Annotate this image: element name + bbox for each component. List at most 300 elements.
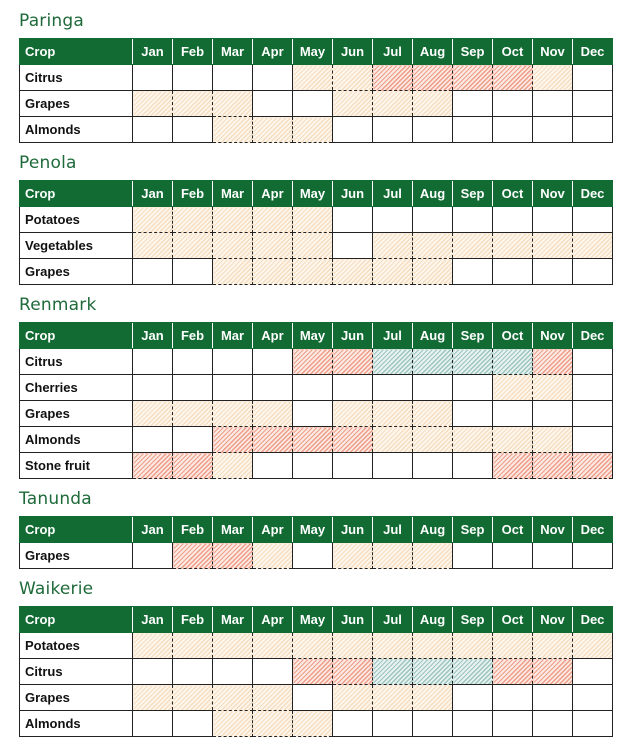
- month-cell-jun: [333, 685, 373, 711]
- crop-name: Grapes: [20, 91, 133, 117]
- month-cell-jul: [373, 453, 413, 479]
- month-cell-mar: [213, 685, 253, 711]
- month-cell-nov: [533, 427, 573, 453]
- month-cell-jan: [133, 91, 173, 117]
- month-header-feb: Feb: [173, 39, 213, 65]
- calendar-table-paringa: [19, 38, 613, 143]
- month-cell-sep: [453, 427, 493, 453]
- month-cell-mar: [213, 233, 253, 259]
- month-header-jun: Jun: [333, 607, 373, 633]
- month-cell-jan: [133, 633, 173, 659]
- month-cell-apr: [253, 453, 293, 479]
- month-header-mar: Mar: [213, 39, 253, 65]
- crop-name: Grapes: [20, 685, 133, 711]
- month-cell-dec: [573, 427, 613, 453]
- month-cell-feb: [173, 117, 213, 143]
- month-cell-aug: [413, 117, 453, 143]
- month-header-oct: Oct: [493, 39, 533, 65]
- month-header-apr: Apr: [253, 181, 293, 207]
- month-cell-oct: [493, 91, 533, 117]
- crop-name: Grapes: [20, 401, 133, 427]
- month-cell-nov: [533, 375, 573, 401]
- month-cell-sep: [453, 711, 493, 737]
- month-header-aug: Aug: [413, 39, 453, 65]
- month-header-nov: Nov: [533, 517, 573, 543]
- table-row: [20, 711, 613, 737]
- month-cell-jul: [373, 633, 413, 659]
- table-row: [20, 659, 613, 685]
- month-cell-jun: [333, 91, 373, 117]
- crop-column-header: Crop: [20, 39, 133, 65]
- month-header-aug: Aug: [413, 517, 453, 543]
- month-cell-may: [293, 349, 333, 375]
- month-cell-jul: [373, 65, 413, 91]
- month-cell-oct: [493, 207, 533, 233]
- month-cell-may: [293, 711, 333, 737]
- month-cell-apr: [253, 65, 293, 91]
- month-cell-jun: [333, 349, 373, 375]
- month-header-jul: Jul: [373, 39, 413, 65]
- month-header-dec: Dec: [573, 323, 613, 349]
- month-cell-aug: [413, 259, 453, 285]
- month-header-oct: Oct: [493, 517, 533, 543]
- calendar-table-penola: [19, 180, 613, 285]
- month-cell-oct: [493, 711, 533, 737]
- month-cell-dec: [573, 349, 613, 375]
- month-cell-jun: [333, 207, 373, 233]
- month-cell-feb: [173, 375, 213, 401]
- month-cell-mar: [213, 711, 253, 737]
- month-cell-aug: [413, 685, 453, 711]
- month-cell-feb: [173, 65, 213, 91]
- crop-name: Potatoes: [20, 207, 133, 233]
- month-cell-mar: [213, 117, 253, 143]
- month-cell-may: [293, 685, 333, 711]
- month-cell-sep: [453, 207, 493, 233]
- table-row: [20, 427, 613, 453]
- month-header-jun: Jun: [333, 39, 373, 65]
- crop-name: Almonds: [20, 117, 133, 143]
- month-header-nov: Nov: [533, 39, 573, 65]
- month-header-mar: Mar: [213, 607, 253, 633]
- month-cell-feb: [173, 453, 213, 479]
- month-header-jun: Jun: [333, 181, 373, 207]
- month-cell-may: [293, 117, 333, 143]
- month-header-jan: Jan: [133, 39, 173, 65]
- month-cell-jan: [133, 375, 173, 401]
- month-cell-oct: [493, 375, 533, 401]
- month-cell-sep: [453, 659, 493, 685]
- month-cell-jul: [373, 543, 413, 569]
- month-header-oct: Oct: [493, 181, 533, 207]
- month-cell-dec: [573, 659, 613, 685]
- header-row: [20, 517, 613, 543]
- month-cell-jun: [333, 65, 373, 91]
- month-cell-jul: [373, 91, 413, 117]
- month-header-jul: Jul: [373, 517, 413, 543]
- table-row: [20, 453, 613, 479]
- month-cell-sep: [453, 349, 493, 375]
- table-row: [20, 685, 613, 711]
- month-header-feb: Feb: [173, 517, 213, 543]
- month-cell-apr: [253, 207, 293, 233]
- month-cell-jun: [333, 453, 373, 479]
- region-title-paringa: Paringa: [19, 11, 85, 31]
- month-cell-jul: [373, 233, 413, 259]
- crop-column-header: Crop: [20, 517, 133, 543]
- month-header-sep: Sep: [453, 181, 493, 207]
- month-cell-mar: [213, 259, 253, 285]
- month-cell-oct: [493, 659, 533, 685]
- month-header-jan: Jan: [133, 181, 173, 207]
- month-header-dec: Dec: [573, 517, 613, 543]
- month-header-mar: Mar: [213, 323, 253, 349]
- month-cell-feb: [173, 91, 213, 117]
- month-cell-mar: [213, 65, 253, 91]
- month-cell-may: [293, 659, 333, 685]
- month-cell-may: [293, 427, 333, 453]
- month-header-feb: Feb: [173, 323, 213, 349]
- month-cell-dec: [573, 711, 613, 737]
- month-cell-oct: [493, 685, 533, 711]
- month-header-may: May: [293, 323, 333, 349]
- month-cell-jan: [133, 711, 173, 737]
- month-cell-jan: [133, 259, 173, 285]
- month-header-apr: Apr: [253, 323, 293, 349]
- month-cell-dec: [573, 685, 613, 711]
- header-row: [20, 323, 613, 349]
- month-cell-jun: [333, 375, 373, 401]
- month-cell-sep: [453, 259, 493, 285]
- month-cell-dec: [573, 91, 613, 117]
- month-cell-jul: [373, 259, 413, 285]
- month-cell-aug: [413, 543, 453, 569]
- table-row: [20, 117, 613, 143]
- month-header-sep: Sep: [453, 607, 493, 633]
- month-header-jan: Jan: [133, 517, 173, 543]
- month-cell-jun: [333, 543, 373, 569]
- month-cell-nov: [533, 685, 573, 711]
- month-header-jan: Jan: [133, 323, 173, 349]
- crop-name: Stone fruit: [20, 453, 133, 479]
- month-cell-oct: [493, 349, 533, 375]
- month-cell-jan: [133, 453, 173, 479]
- month-header-dec: Dec: [573, 607, 613, 633]
- calendar-table-tanunda: [19, 516, 613, 569]
- month-cell-nov: [533, 91, 573, 117]
- month-cell-apr: [253, 543, 293, 569]
- table-row: [20, 65, 613, 91]
- month-cell-nov: [533, 711, 573, 737]
- month-cell-sep: [453, 401, 493, 427]
- month-cell-nov: [533, 117, 573, 143]
- month-cell-sep: [453, 633, 493, 659]
- month-cell-aug: [413, 375, 453, 401]
- month-cell-jun: [333, 711, 373, 737]
- region-title-tanunda: Tanunda: [19, 489, 92, 509]
- month-cell-feb: [173, 259, 213, 285]
- month-cell-may: [293, 207, 333, 233]
- table-row: [20, 233, 613, 259]
- month-cell-apr: [253, 91, 293, 117]
- crop-name: Citrus: [20, 349, 133, 375]
- month-header-may: May: [293, 39, 333, 65]
- month-header-jul: Jul: [373, 181, 413, 207]
- month-cell-sep: [453, 117, 493, 143]
- month-cell-feb: [173, 685, 213, 711]
- month-header-apr: Apr: [253, 607, 293, 633]
- month-cell-jun: [333, 659, 373, 685]
- month-cell-sep: [453, 453, 493, 479]
- month-header-sep: Sep: [453, 517, 493, 543]
- month-cell-sep: [453, 91, 493, 117]
- month-cell-jul: [373, 117, 413, 143]
- crop-name: Vegetables: [20, 233, 133, 259]
- month-cell-may: [293, 259, 333, 285]
- month-cell-jan: [133, 543, 173, 569]
- month-cell-jul: [373, 401, 413, 427]
- month-cell-jul: [373, 349, 413, 375]
- month-cell-aug: [413, 711, 453, 737]
- month-cell-nov: [533, 349, 573, 375]
- month-cell-feb: [173, 349, 213, 375]
- month-cell-dec: [573, 233, 613, 259]
- month-cell-oct: [493, 65, 533, 91]
- month-cell-jun: [333, 259, 373, 285]
- month-cell-nov: [533, 259, 573, 285]
- month-cell-jul: [373, 711, 413, 737]
- month-header-oct: Oct: [493, 607, 533, 633]
- month-header-jul: Jul: [373, 607, 413, 633]
- month-header-feb: Feb: [173, 181, 213, 207]
- month-cell-apr: [253, 375, 293, 401]
- header-row: [20, 607, 613, 633]
- month-cell-may: [293, 65, 333, 91]
- month-header-may: May: [293, 181, 333, 207]
- region-title-penola: Penola: [19, 153, 77, 173]
- month-cell-apr: [253, 685, 293, 711]
- month-header-oct: Oct: [493, 323, 533, 349]
- month-cell-nov: [533, 233, 573, 259]
- month-cell-feb: [173, 711, 213, 737]
- table-row: [20, 259, 613, 285]
- month-cell-sep: [453, 65, 493, 91]
- crop-name: Grapes: [20, 543, 133, 569]
- month-cell-mar: [213, 633, 253, 659]
- month-cell-jan: [133, 401, 173, 427]
- month-header-mar: Mar: [213, 181, 253, 207]
- month-cell-jan: [133, 65, 173, 91]
- month-header-apr: Apr: [253, 517, 293, 543]
- month-cell-oct: [493, 233, 533, 259]
- month-cell-may: [293, 543, 333, 569]
- month-cell-aug: [413, 427, 453, 453]
- month-cell-oct: [493, 633, 533, 659]
- month-cell-jan: [133, 659, 173, 685]
- region-title-waikerie: Waikerie: [19, 579, 94, 599]
- month-cell-mar: [213, 349, 253, 375]
- month-cell-oct: [493, 427, 533, 453]
- month-cell-oct: [493, 543, 533, 569]
- month-header-jun: Jun: [333, 517, 373, 543]
- month-cell-sep: [453, 685, 493, 711]
- month-cell-apr: [253, 633, 293, 659]
- month-header-nov: Nov: [533, 323, 573, 349]
- month-cell-jun: [333, 117, 373, 143]
- month-cell-may: [293, 453, 333, 479]
- month-cell-mar: [213, 207, 253, 233]
- month-cell-sep: [453, 543, 493, 569]
- month-cell-nov: [533, 633, 573, 659]
- month-cell-oct: [493, 259, 533, 285]
- month-cell-dec: [573, 65, 613, 91]
- month-cell-feb: [173, 659, 213, 685]
- month-cell-aug: [413, 91, 453, 117]
- table-row: [20, 375, 613, 401]
- month-cell-mar: [213, 375, 253, 401]
- month-cell-jan: [133, 685, 173, 711]
- table-row: [20, 543, 613, 569]
- month-cell-may: [293, 233, 333, 259]
- month-cell-jan: [133, 207, 173, 233]
- month-header-sep: Sep: [453, 323, 493, 349]
- month-cell-may: [293, 91, 333, 117]
- month-cell-jan: [133, 349, 173, 375]
- month-cell-nov: [533, 543, 573, 569]
- month-cell-jun: [333, 427, 373, 453]
- month-cell-dec: [573, 117, 613, 143]
- month-cell-apr: [253, 711, 293, 737]
- month-cell-aug: [413, 233, 453, 259]
- crop-name: Citrus: [20, 659, 133, 685]
- crop-name: Cherries: [20, 375, 133, 401]
- month-cell-aug: [413, 349, 453, 375]
- month-cell-apr: [253, 259, 293, 285]
- month-cell-mar: [213, 91, 253, 117]
- month-cell-dec: [573, 401, 613, 427]
- month-cell-apr: [253, 233, 293, 259]
- month-cell-aug: [413, 207, 453, 233]
- month-cell-sep: [453, 375, 493, 401]
- month-cell-jan: [133, 427, 173, 453]
- month-cell-aug: [413, 401, 453, 427]
- month-cell-feb: [173, 633, 213, 659]
- month-cell-aug: [413, 453, 453, 479]
- month-header-aug: Aug: [413, 181, 453, 207]
- header-row: [20, 181, 613, 207]
- month-cell-feb: [173, 401, 213, 427]
- month-cell-apr: [253, 659, 293, 685]
- month-header-sep: Sep: [453, 39, 493, 65]
- month-cell-nov: [533, 401, 573, 427]
- month-cell-apr: [253, 401, 293, 427]
- month-cell-jul: [373, 659, 413, 685]
- month-cell-nov: [533, 453, 573, 479]
- month-cell-mar: [213, 401, 253, 427]
- month-cell-oct: [493, 117, 533, 143]
- crop-name: Grapes: [20, 259, 133, 285]
- table-row: [20, 401, 613, 427]
- month-cell-apr: [253, 427, 293, 453]
- month-cell-apr: [253, 117, 293, 143]
- month-cell-dec: [573, 207, 613, 233]
- month-cell-feb: [173, 427, 213, 453]
- month-cell-dec: [573, 375, 613, 401]
- month-cell-nov: [533, 65, 573, 91]
- month-cell-aug: [413, 659, 453, 685]
- month-cell-jul: [373, 207, 413, 233]
- month-cell-mar: [213, 543, 253, 569]
- month-header-dec: Dec: [573, 39, 613, 65]
- month-cell-jun: [333, 633, 373, 659]
- month-cell-jun: [333, 401, 373, 427]
- month-header-dec: Dec: [573, 181, 613, 207]
- month-cell-nov: [533, 207, 573, 233]
- region-title-renmark: Renmark: [19, 295, 97, 315]
- month-cell-apr: [253, 349, 293, 375]
- month-cell-dec: [573, 543, 613, 569]
- calendar-table-renmark: [19, 322, 613, 479]
- month-cell-aug: [413, 633, 453, 659]
- month-cell-sep: [453, 233, 493, 259]
- table-row: [20, 91, 613, 117]
- month-header-jul: Jul: [373, 323, 413, 349]
- month-header-may: May: [293, 517, 333, 543]
- month-cell-jan: [133, 117, 173, 143]
- month-header-mar: Mar: [213, 517, 253, 543]
- month-header-aug: Aug: [413, 323, 453, 349]
- crop-column-header: Crop: [20, 181, 133, 207]
- table-row: [20, 633, 613, 659]
- month-cell-jul: [373, 427, 413, 453]
- month-cell-mar: [213, 659, 253, 685]
- month-header-apr: Apr: [253, 39, 293, 65]
- month-header-nov: Nov: [533, 181, 573, 207]
- month-cell-jul: [373, 685, 413, 711]
- month-cell-jul: [373, 375, 413, 401]
- month-cell-feb: [173, 207, 213, 233]
- month-cell-mar: [213, 453, 253, 479]
- month-cell-dec: [573, 453, 613, 479]
- month-cell-feb: [173, 233, 213, 259]
- month-cell-aug: [413, 65, 453, 91]
- crop-name: Almonds: [20, 711, 133, 737]
- month-header-feb: Feb: [173, 607, 213, 633]
- month-header-jun: Jun: [333, 323, 373, 349]
- month-header-jan: Jan: [133, 607, 173, 633]
- crop-name: Almonds: [20, 427, 133, 453]
- month-cell-dec: [573, 633, 613, 659]
- month-header-aug: Aug: [413, 607, 453, 633]
- month-cell-jan: [133, 233, 173, 259]
- month-cell-may: [293, 401, 333, 427]
- month-cell-may: [293, 633, 333, 659]
- month-cell-jun: [333, 233, 373, 259]
- month-cell-oct: [493, 401, 533, 427]
- calendar-table-waikerie: [19, 606, 613, 737]
- crop-name: Potatoes: [20, 633, 133, 659]
- month-cell-mar: [213, 427, 253, 453]
- crop-column-header: Crop: [20, 323, 133, 349]
- month-header-nov: Nov: [533, 607, 573, 633]
- month-cell-dec: [573, 259, 613, 285]
- table-row: [20, 207, 613, 233]
- header-row: [20, 39, 613, 65]
- crop-name: Citrus: [20, 65, 133, 91]
- table-row: [20, 349, 613, 375]
- month-header-may: May: [293, 607, 333, 633]
- month-cell-feb: [173, 543, 213, 569]
